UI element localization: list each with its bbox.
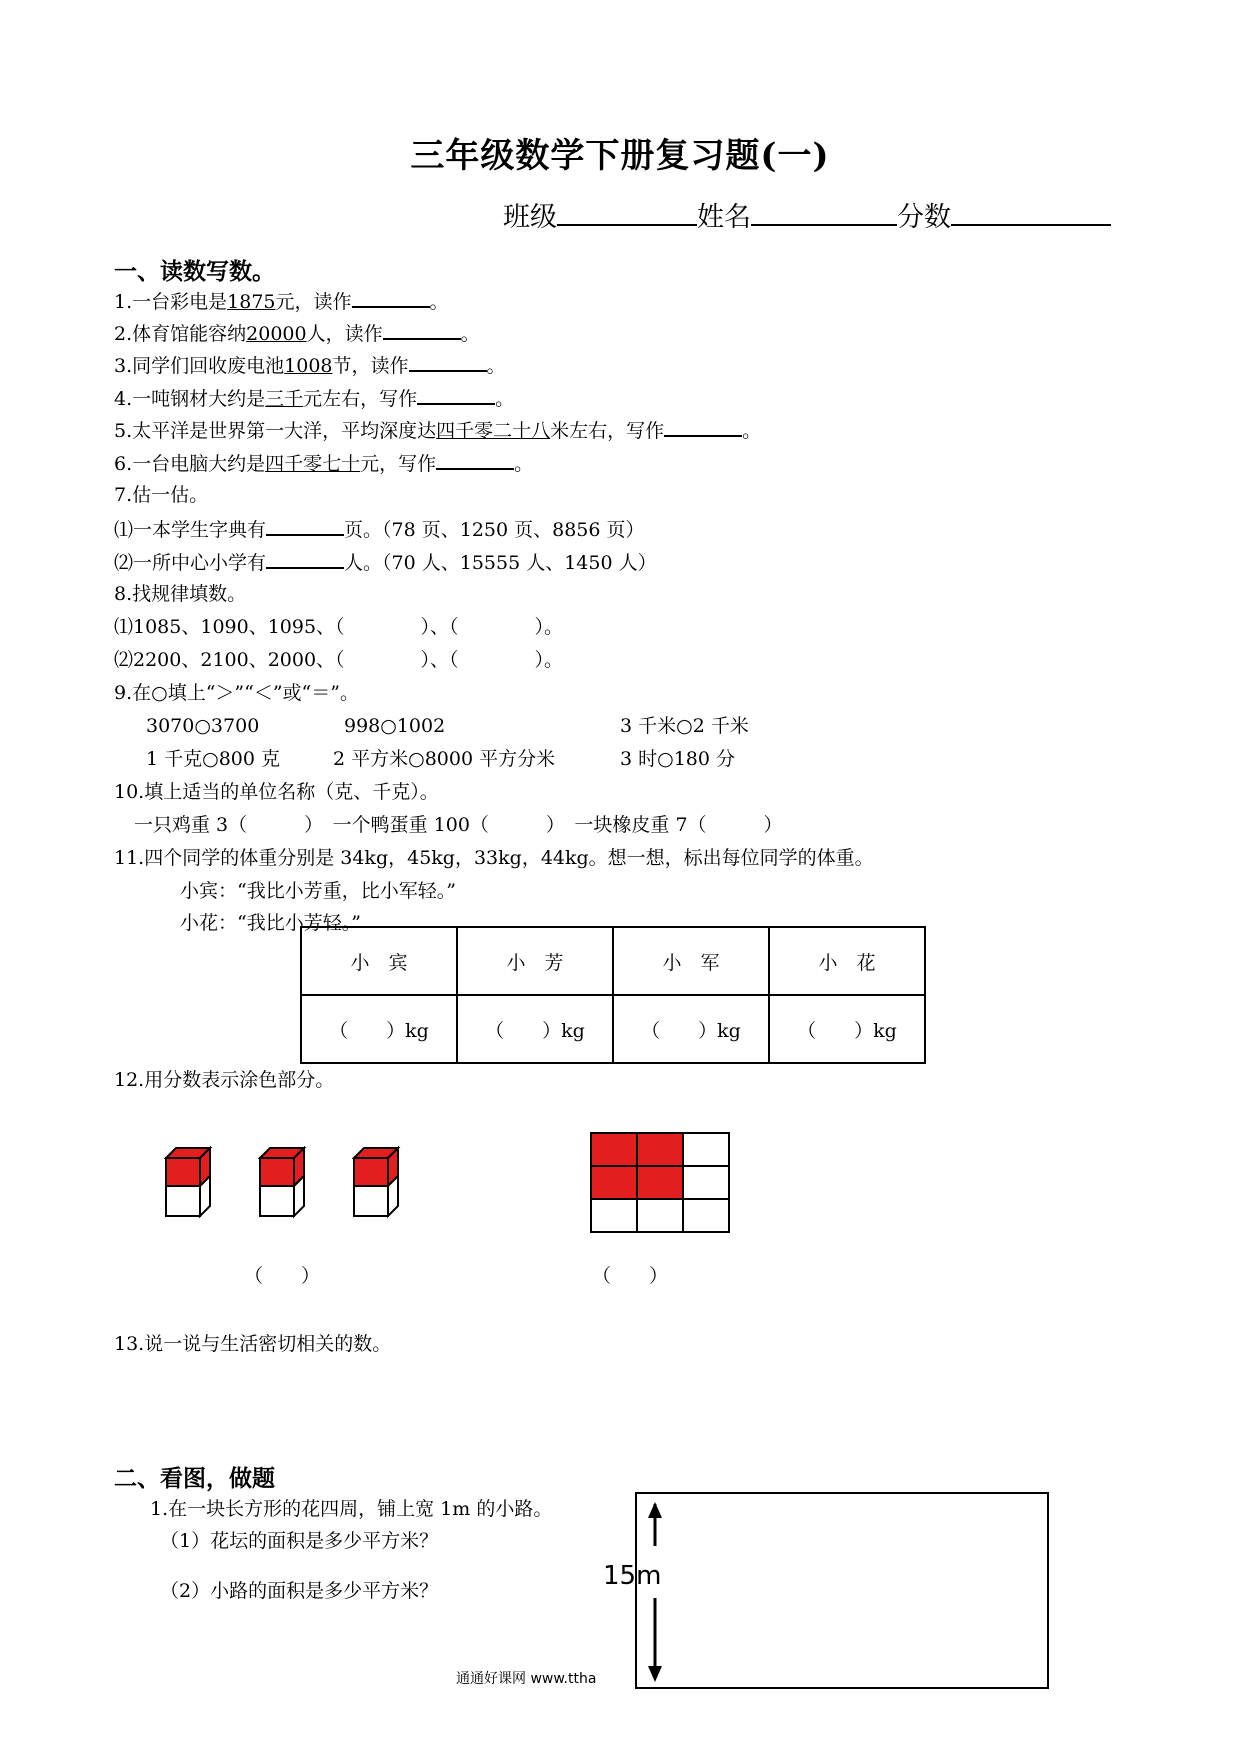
info-row xyxy=(503,195,1111,234)
compare-item: 2 平方米○8000 平方分米 xyxy=(333,748,556,770)
score-blank[interactable] xyxy=(951,223,1111,226)
name-cell: 小 花 xyxy=(769,927,925,995)
flower-bed-rectangle xyxy=(635,1492,1049,1689)
weight-cell[interactable]: （ ）kg xyxy=(457,995,613,1063)
page-title: 三年级数学下册复习题(一) xyxy=(410,136,830,176)
name-cell: 小 芳 xyxy=(457,927,613,995)
section2-question-1a: （1）花坛的面积是多少平方米？ xyxy=(160,1530,439,1552)
section2-heading: 二、看图，做题 xyxy=(114,1466,275,1492)
question-7: 7.估一估。 xyxy=(114,484,209,506)
question-4: 4.一吨钢材大约是三千元左右，写作 。 xyxy=(114,385,514,411)
question-8: 8.找规律填数。 xyxy=(114,583,247,605)
question-3: 3.同学们回收废电池1008节，读作 。 xyxy=(114,352,506,378)
answer-blank[interactable] xyxy=(266,516,344,536)
question-13: 13.说一说与生活密切相关的数。 xyxy=(114,1333,392,1355)
grid-cell-filled xyxy=(637,1166,683,1199)
section2-question-1: 1.在一块长方形的花四周，铺上宽 1m 的小路。 xyxy=(150,1498,553,1520)
grid-cell-filled xyxy=(591,1166,637,1199)
answer-blank[interactable] xyxy=(352,288,430,308)
answer-paren[interactable]: （ ） xyxy=(592,1265,669,1287)
question-12: 12.用分数表示涂色部分。 xyxy=(114,1069,335,1091)
grid-cell xyxy=(683,1199,729,1232)
question-8b: ⑵2200、2100、2000、（ ）、（ ）。 xyxy=(114,649,564,671)
grid-cell xyxy=(591,1199,637,1232)
answer-blank[interactable] xyxy=(409,352,487,372)
quote-xiaobin: 小宾：“我比小芳重，比小军轻。” xyxy=(180,880,456,902)
name-cell: 小 宾 xyxy=(301,927,457,995)
question-8a: ⑴1085、1090、1095、（ ）、（ ）。 xyxy=(114,616,564,638)
grid-cell xyxy=(637,1199,683,1232)
dimension-label: 15m xyxy=(603,1561,662,1591)
question-9: 9.在○填上“＞”“＜”或“＝”。 xyxy=(114,682,359,704)
name-cell: 小 军 xyxy=(613,927,769,995)
answer-blank[interactable] xyxy=(417,385,495,405)
answer-blank[interactable] xyxy=(266,549,344,569)
section1-heading: 一、读数写数。 xyxy=(114,259,275,285)
answer-blank[interactable] xyxy=(383,320,461,340)
compare-item: 3070○3700 xyxy=(146,715,260,737)
cube-stack-icon xyxy=(164,1146,214,1220)
score-label: 分数 xyxy=(897,202,951,233)
compare-item: 3 千米○2 千米 xyxy=(620,715,749,737)
quote-xiaohua: 小花：“我比小芳轻。” xyxy=(180,912,361,934)
answer-blank[interactable] xyxy=(664,417,742,437)
question-10: 10.填上适当的单位名称（克、千克）。 xyxy=(114,781,439,803)
compare-item: 1 千克○800 克 xyxy=(146,748,281,770)
question-7b: ⑵一所中心小学有 人。（70 人、15555 人、1450 人） xyxy=(114,549,657,575)
grid-cell-filled xyxy=(637,1133,683,1166)
grid-cell-filled xyxy=(591,1133,637,1166)
fraction-grid xyxy=(590,1132,730,1233)
name-label: 姓名 xyxy=(697,202,751,233)
question-1: 1.一台彩电是1875元，读作 。 xyxy=(114,288,449,314)
grid-cell xyxy=(683,1133,729,1166)
answer-paren[interactable]: （ ） xyxy=(244,1265,321,1287)
question-10-items: 一只鸡重 3（ ） 一个鸭蛋重 100（ ） 一块橡皮重 7（ ） xyxy=(134,814,783,836)
weight-cell[interactable]: （ ）kg xyxy=(613,995,769,1063)
question-11: 11.四个同学的体重分别是 34kg，45kg，33kg，44kg。想一想，标出每位同学的体重。 xyxy=(114,847,874,869)
class-blank[interactable] xyxy=(557,223,697,226)
grid-cell xyxy=(683,1166,729,1199)
question-6: 6.一台电脑大约是四千零七十元，写作 。 xyxy=(114,450,533,476)
footer-watermark: 通通好课网 www.ttha xyxy=(456,1671,597,1687)
weight-cell[interactable]: （ ）kg xyxy=(301,995,457,1063)
compare-item: 3 时○180 分 xyxy=(620,748,736,770)
question-5: 5.太平洋是世界第一大洋，平均深度达四千零二十八米左右，写作 。 xyxy=(114,417,761,443)
weight-table xyxy=(300,926,926,1064)
name-blank[interactable] xyxy=(751,223,897,226)
weight-cell[interactable]: （ ）kg xyxy=(769,995,925,1063)
answer-blank[interactable] xyxy=(436,450,514,470)
compare-item: 998○1002 xyxy=(344,715,446,737)
question-2: 2.体育馆能容纳20000人，读作 。 xyxy=(114,320,480,346)
class-label: 班级 xyxy=(503,202,557,233)
cube-stack-icon xyxy=(258,1146,308,1220)
cube-stack-icon xyxy=(352,1146,402,1220)
question-7a: ⑴一本学生字典有 页。（78 页、1250 页、8856 页） xyxy=(114,516,645,542)
dimension-arrow-icon xyxy=(640,1500,670,1684)
section2-question-1b: （2）小路的面积是多少平方米？ xyxy=(160,1580,439,1602)
